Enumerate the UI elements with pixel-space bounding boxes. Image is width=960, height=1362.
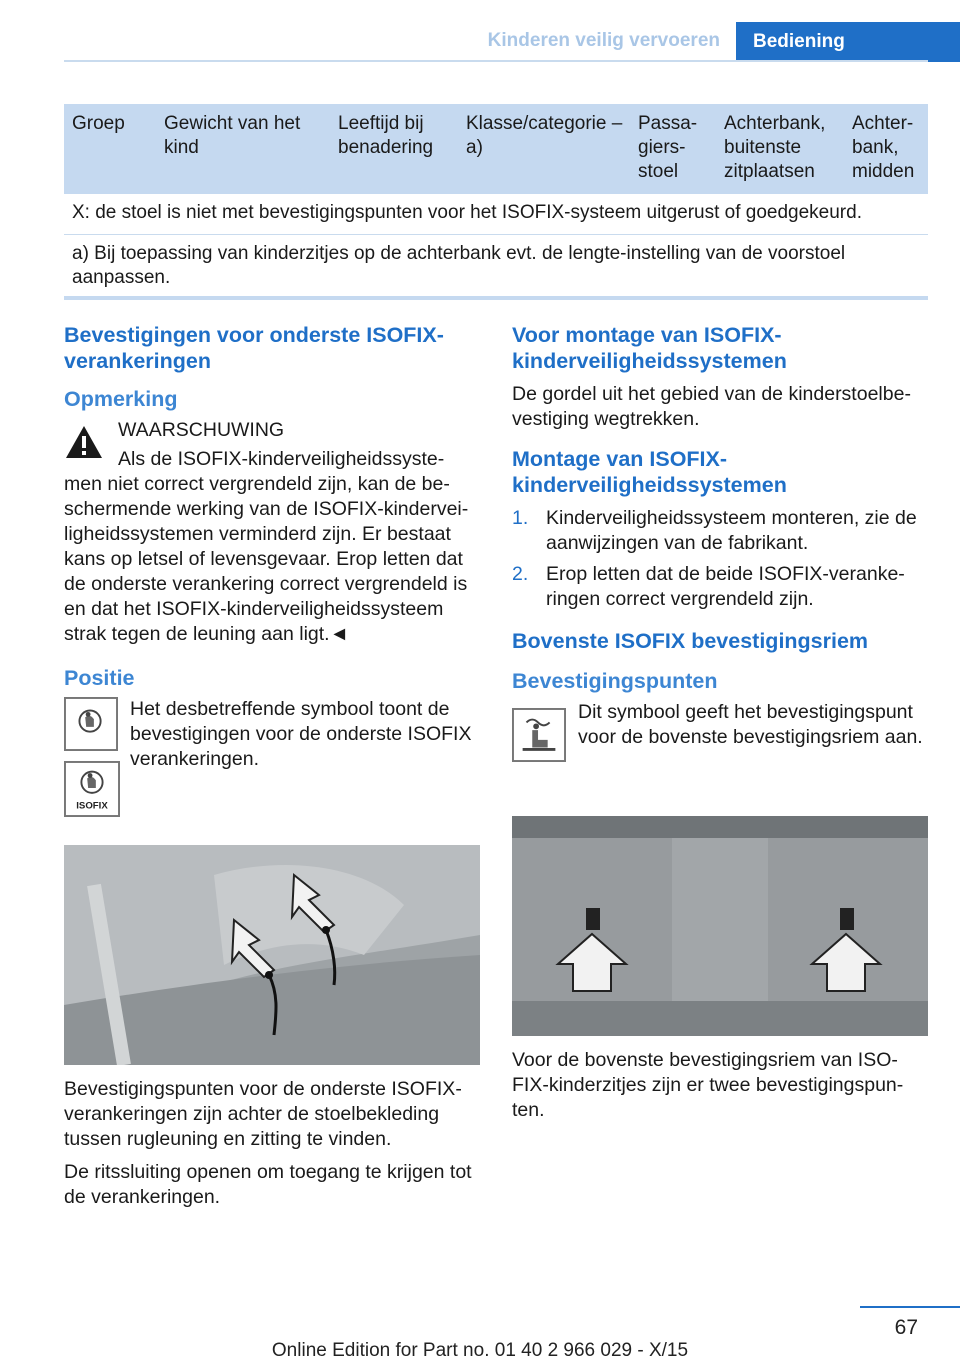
list-item [512,562,928,612]
paragraph-two-points: Voor de bovenste bevestigingsriem van ISO-FIX-kinderzitjes zijn er twee bevestigingspun-ten. [512,1049,904,1121]
warning-triangle-icon [64,424,104,460]
step-number: 2. [512,563,529,585]
heading-mounting: Montage van ISOFIX-kinderveiligheidssystemen [512,447,787,497]
symbol-row-top-tether [512,700,928,780]
table-note-a: a) Bij toepassing van kinderzitjes op de achterbank evt. de lengte-instelling van de voorstoel aanpassen. [64,235,928,299]
col-header-groep: Groep [64,104,156,194]
footer-edition: Online Edition for Part no. 01 40 2 966 029 - X/15 [271,1340,689,1361]
left-column [64,322,480,1218]
chapter-tab[interactable]: Bediening [736,22,960,62]
step-text: Kinderveiligheidssysteem monteren, zie de aanwijzingen van de fabrikant. [546,507,917,554]
table-note-x: X: de stoel is niet met bevestigingspunten voor het ISOFIX-systeem uitgerust of goedgekeurd. [64,194,928,235]
isofix-label: ISOFIX [76,800,108,812]
symbol-description-lower: Het desbetreffende symbool toont de bevestigingen voor de onderste ISOFIX verankeringen. [130,698,472,770]
symbol-description-top-tether: Dit symbool geeft het bevestigingspunt voor de bovenste bevestigingsriem aan. [578,701,923,748]
page-number-rule [860,1306,960,1308]
table-row [64,194,928,235]
step-text: Erop letten dat de beide ISOFIX-veranke-ringen correct vergrendeld zijn. [546,563,905,610]
col-header-passagiersstoel: Passa-giers-stoel [630,104,716,194]
mounting-steps [512,506,928,612]
symbol-row-lower [64,697,480,823]
col-header-leeftijd: Leeftijd bij benadering [330,104,458,194]
subheading-opmerking: Opmerking [64,387,178,411]
col-header-gewicht: Gewicht van het kind [156,104,330,194]
paragraph-anchor-location: Bevestigingspunten voor de onderste ISOFIX-verankeringen zijn achter de stoelbekleding tussen rugleuning en zitting te vinden. [64,1078,462,1150]
subheading-positie: Positie [64,666,135,690]
paragraph-zipper: De ritssluiting openen om toegang te krijgen tot de verankeringen. [64,1161,472,1208]
section-title: Kinderen veilig vervoeren [487,30,720,51]
seat-anchor-photo [64,845,480,1065]
table-header-row [64,104,928,194]
isofix-table [64,104,928,300]
col-header-achterbank-midden: Achter-bank, midden [844,104,928,194]
heading-top-tether: Bovenste ISOFIX bevestigingsriem [512,629,869,653]
list-item [512,506,928,556]
top-tether-symbol-icon [512,708,566,762]
col-header-achterbank-buitenste: Achterbank, buitenste zitplaatsen [716,104,844,194]
page-number: 67 [894,1316,918,1339]
paragraph-belt: De gordel uit het gebied van de kinderstoelbe-vestiging wegtrekken. [512,383,911,430]
isofix-symbol-icon [64,761,120,817]
step-number: 1. [512,507,529,529]
warning-text: Als de ISOFIX-kinderveiligheidssyste-men niet correct vergrendeld zijn, kan de be-schermende werking van de ISOFIX-kindervei-ligheidssystemen verminderd zijn. Er bestaat kans op letsel of levensgevaar. Erop letten dat de onderste verankering correct vergrendeld is en dat het ISOFIX-kinderveiligheidssysteem strak tegen de leuning aan ligt.◄ [64,448,469,645]
tether-point-photo [512,816,928,1036]
child-seat-symbol-icon [64,697,118,751]
subheading-bevestigingspunten: Bevestigingspunten [512,669,718,693]
warning-block [64,418,480,647]
table-row [64,235,928,299]
warning-body [64,447,480,647]
heading-before-mounting: Voor montage van ISOFIX-kinderveiligheidssystemen [512,323,787,373]
col-header-klasse: Klasse/categorie – a) [458,104,630,194]
right-column [512,322,928,1131]
header-divider [64,60,928,62]
warning-title: WAARSCHUWING [118,419,285,441]
heading-lower-isofix: Bevestigingen voor onderste ISOFIX-verankeringen [64,323,444,373]
